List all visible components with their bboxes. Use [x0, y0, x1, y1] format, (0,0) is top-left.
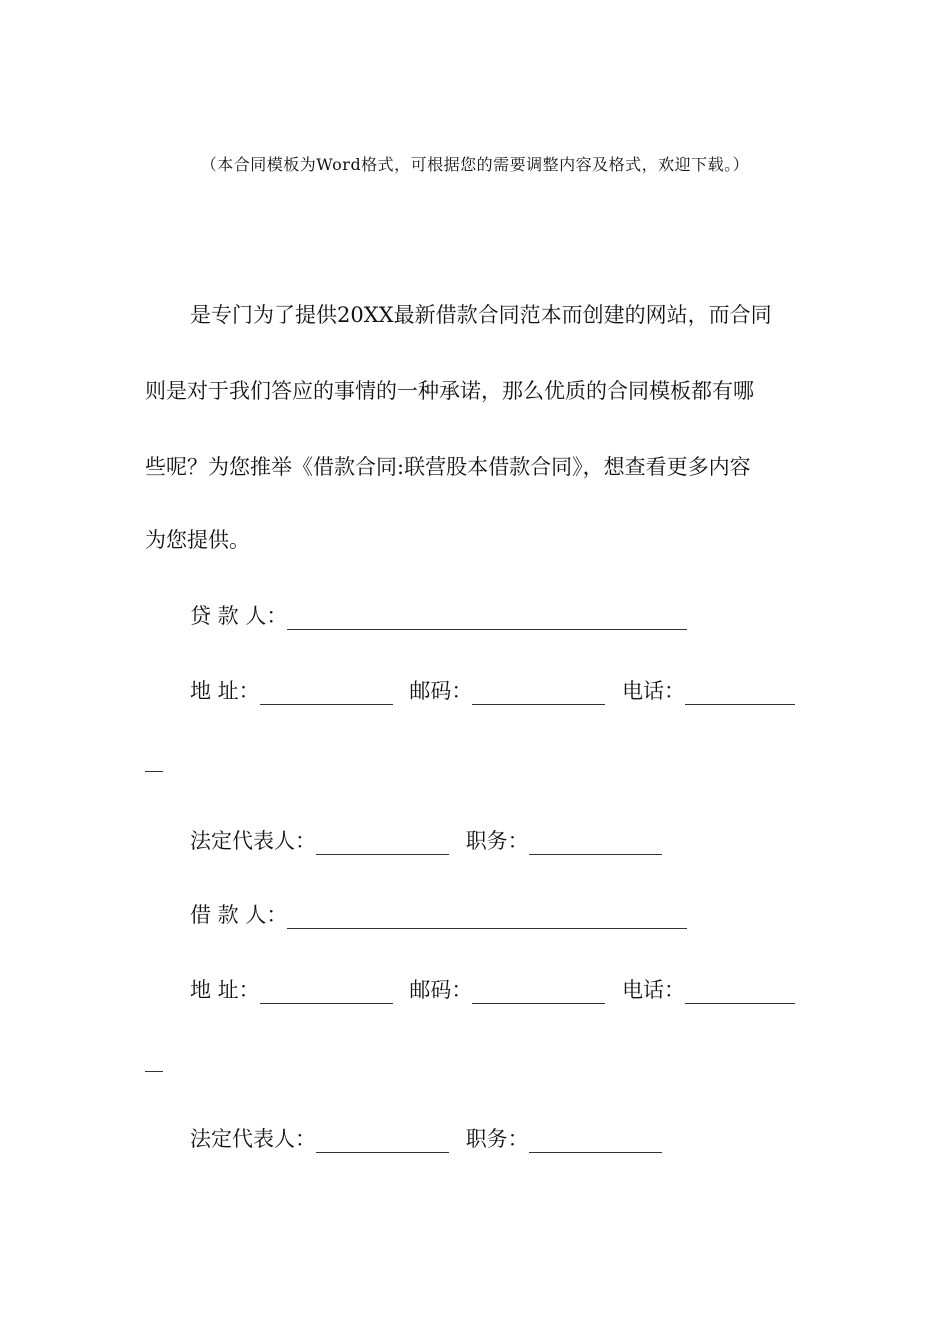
- borrower-rep-field[interactable]: [316, 1130, 449, 1153]
- borrower-phone-field-continued[interactable]: [145, 1070, 163, 1072]
- lender-contact-row: [190, 675, 795, 705]
- borrower-postcode-field[interactable]: [472, 981, 605, 1004]
- lender-title-field[interactable]: [529, 832, 662, 855]
- lender-rep-label: 法定代表人：: [190, 829, 316, 853]
- lender-title-label: 职务：: [465, 829, 529, 853]
- lender-address-label: 地 址：: [190, 679, 260, 703]
- lender-phone-field-continued[interactable]: [145, 770, 163, 772]
- lender-address-field[interactable]: [260, 682, 393, 705]
- lender-rep-row: [190, 825, 662, 855]
- borrower-rep-row: [190, 1123, 662, 1153]
- borrower-title-field[interactable]: [529, 1130, 662, 1153]
- lender-name-label: 贷 款 人：: [190, 604, 288, 628]
- lender-rep-field[interactable]: [316, 832, 449, 855]
- borrower-address-label: 地 址：: [190, 978, 260, 1002]
- borrower-phone-field[interactable]: [685, 981, 795, 1004]
- lender-postcode-label: 邮码：: [409, 679, 473, 703]
- borrower-name-row: [190, 899, 687, 929]
- lender-postcode-field[interactable]: [472, 682, 605, 705]
- lender-name-field[interactable]: [287, 607, 687, 630]
- borrower-address-field[interactable]: [260, 981, 393, 1004]
- borrower-phone-label: 电话：: [622, 978, 686, 1002]
- lender-name-row: [190, 600, 687, 630]
- borrower-title-label: 职务：: [465, 1127, 529, 1151]
- borrower-contact-row: [190, 974, 795, 1004]
- intro-line-4: 为您提供。: [145, 528, 250, 552]
- template-note: （本合同模板为Word格式，可根据您的需要调整内容及格式，欢迎下载。）: [200, 155, 750, 174]
- borrower-postcode-label: 邮码：: [409, 978, 473, 1002]
- borrower-rep-label: 法定代表人：: [190, 1127, 316, 1151]
- intro-line-2: 则是对于我们答应的事情的一种承诺，那么优质的合同模板都有哪: [145, 379, 754, 403]
- borrower-name-field[interactable]: [287, 906, 687, 929]
- intro-line-3: 些呢？为您推举《借款合同:联营股本借款合同》，想查看更多内容: [145, 455, 751, 479]
- intro-line-1: 是专门为了提供20XX最新借款合同范本而创建的网站，而合同: [190, 303, 772, 327]
- lender-phone-field[interactable]: [685, 682, 795, 705]
- borrower-name-label: 借 款 人：: [190, 903, 288, 927]
- lender-phone-label: 电话：: [622, 679, 686, 703]
